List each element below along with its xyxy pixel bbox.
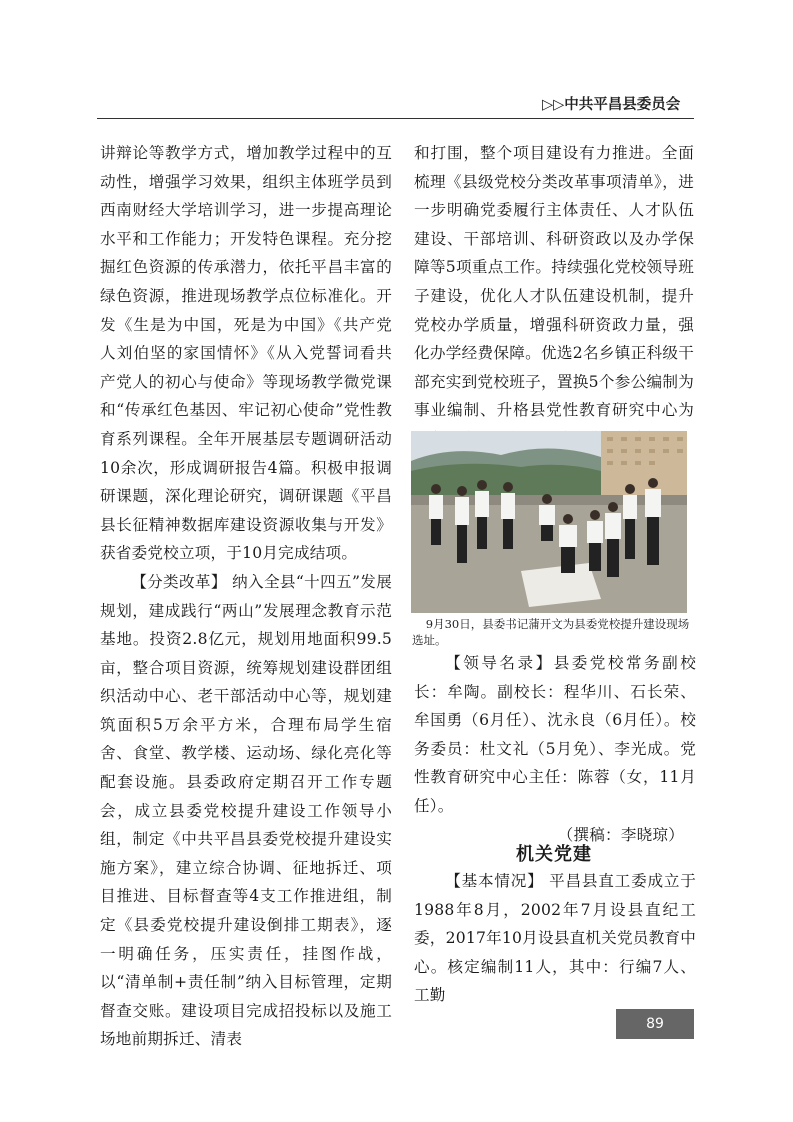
body-paragraph: 讲辩论等教学方式，增加教学过程中的互动性，增强学习效果，组织主体班学员到西南财经大学培训学习，进一步提高理论水平和工作能力；开发特色课程。充分挖掘红色资源的传承潜力，依托平昌丰富的绿色资源，推进现场教学点位标准化。开发《生是为中国，死是为中国》《共产党人刘伯坚的家国情怀》《从入党誓词看共产党人的初心与使命》等现场教学微党课和“传承红色基因、牢记初心使命”党性教育系列课程。全年开展基层专题调研活动10余次，形成调研报告4篇。积极申报调研课题，深化理论研究，调研课题《平昌县长征精神数据库建设资源收集与开发》获省委党校立项，于10月完成结项。 bbox=[100, 144, 392, 563]
body-paragraph: 【基本情况】 平昌县直工委成立于1988年8月，2002年7月设县直纪工委，2017年10月设县直机关党员教育中心。核定编制11人，其中：行编7人、工勤 bbox=[414, 872, 696, 1005]
body-paragraph: 【领导名录】县委党校常务副校长：牟陶。副校长：程华川、石长荣、牟国勇（6月任）、沈永良（6月任）。校务委员：杜文礼（5月免）、李光成。党性教育研究中心主任：陈蓉（女，11月任）。 bbox=[414, 654, 696, 815]
body-paragraph: 【分类改革】 纳入全县“十四五”发展规划，建成践行“两山”发展理念教育示范基地。投资2.8亿元，规划用地面积99.5亩，整合项目资源，统筹规划建设群团组织活动中心、老干部活动中心等，规划建筑面积5万余平方米，合理布局学生宿舍、食堂、教学楼、运动场、绿化亮化等配套设施。县委政府定期召开工作专题会，成立县委党校提升建设工作领导小组，制定《中共平昌县委党校提升建设实施方案》，建立综合协调、征地拆迁、项目推进、目标督查等4支工作推进组，制定《县委党校提升建设倒排工期表》，逐一明确任务，压实责任，挂图作战，以“清单制+责任制”纳入目标管理，定期督查交账。建设项目完成招投标以及施工场地前期拆迁、清表 bbox=[100, 572, 392, 1049]
left-column bbox=[100, 139, 392, 1054]
page-number: 89 bbox=[616, 1009, 694, 1039]
site-selection-photo bbox=[411, 431, 687, 613]
section-title: 机关党建 bbox=[516, 844, 592, 865]
photo-illustration bbox=[411, 431, 687, 613]
body-paragraph: 和打围，整个项目建设有力推进。全面梳理《县级党校分类改革事项清单》，进一步明确党委履行主体责任、人才队伍建设、干部培训、科研资政以及办学保障等5项重点工作。持续强化党校领导班子建设，优化人才队伍建设机制，提升党校办学质量，增强科研资政力量，强化办学经费保障。优选2名乡镇正科级干部充实到党校班子，置换5个参公编制为事业编制、升格县党性教育研究中心为 bbox=[414, 144, 694, 420]
running-header: ▷▷中共平昌县委员会 bbox=[542, 97, 681, 113]
right-column-bottom bbox=[414, 867, 696, 1010]
right-column-top bbox=[414, 139, 694, 454]
caption-text: 9月30日，县委书记蒲开文为县委党校提升建设现场选址。 bbox=[412, 617, 690, 647]
photo-caption bbox=[412, 616, 696, 648]
author-credit: （撰稿：李晓琼） bbox=[557, 825, 684, 844]
right-column-middle bbox=[414, 649, 696, 849]
header-rule bbox=[97, 118, 694, 119]
